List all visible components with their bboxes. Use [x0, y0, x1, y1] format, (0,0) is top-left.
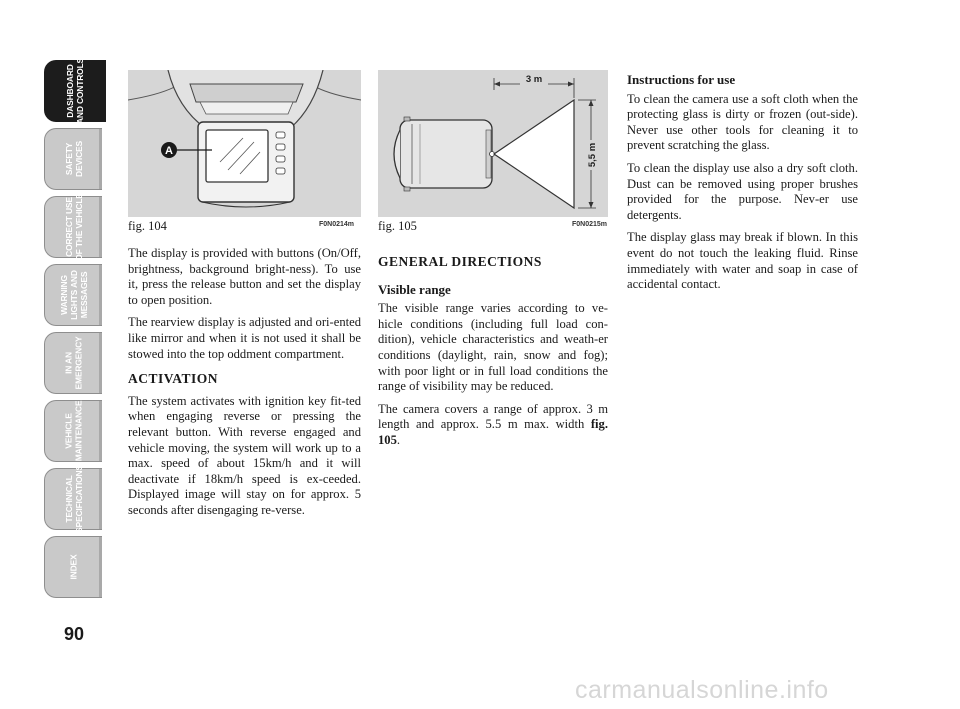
- tab-label-line: DEVICES: [73, 141, 84, 177]
- tab-label-line: MESSAGES: [78, 271, 89, 319]
- tab-in-an-emergency[interactable]: [44, 332, 102, 394]
- tab-correct-use[interactable]: [44, 193, 102, 261]
- visible-range-diagram: [378, 70, 608, 217]
- tab-label-line: LIGHTS AND: [68, 270, 79, 320]
- text-column-2: [378, 252, 608, 456]
- tab-warning-lights[interactable]: [44, 264, 102, 326]
- tab-label-line: SPECIFICATIONS: [73, 465, 84, 533]
- paragraph-display-buttons: The display is provided with buttons (On/Off, brightness, background bright-ness). To use it, press the release button and set the display to open position.: [128, 246, 361, 307]
- tab-label-line: IN AN: [63, 352, 74, 374]
- callout-label: A: [165, 145, 173, 157]
- tab-label-line: VEHICLE: [63, 413, 74, 449]
- tab-index[interactable]: [44, 536, 102, 598]
- van-icon: [394, 117, 495, 191]
- figure-105-code: F0N0215m: [572, 221, 608, 228]
- tab-label-line: TECHNICAL: [63, 475, 74, 523]
- paragraph-display-cleaning: To clean the display use also a dry soft cloth. Dust can be removed using proper brushes provided for the purpose. Nev-er use detergents.: [627, 160, 858, 222]
- length-dimension-label: 3 m: [525, 74, 543, 85]
- figure-105-visible-range: [378, 70, 608, 217]
- figure-104-code: F0N0214m: [319, 221, 355, 228]
- paragraph-display-glass: The display glass may break if blown. In this event do not touch the leaking fluid. Rinse immediately with water and soap in case of accidental contact.: [627, 230, 858, 292]
- paragraph-activation: The system activates with ignition key fit-ted when engaging reverse or pressing the relevant button. With reverse engaged and vehicle moving, the system will work up to a max. speed of about 15km/h and it will deactivate if 18km/h speed is ex-ceeded. Displayed image will stay on for approx. 5 seconds after disengaging re-verse.: [128, 393, 361, 517]
- tab-label-line: MAINTENANCE: [73, 400, 84, 462]
- subheading-visible-range: Visible range: [378, 281, 451, 297]
- tab-vehicle-maintenance[interactable]: [44, 400, 102, 462]
- tab-label-line: AND CONTROLS: [75, 57, 86, 125]
- watermark: carmanualsonline.info: [575, 676, 829, 704]
- tab-label-line: CORRECT USE: [63, 197, 74, 257]
- paragraph-rearview-adjustment: The rearview display is adjusted and ori-ented like mirror and when it is not used it shall be stowed into the top oddment compartment.: [128, 315, 361, 361]
- heading-general-directions: GENERAL DIRECTIONS: [378, 254, 542, 269]
- tab-label-line: OF THE VEHICLE: [73, 193, 84, 261]
- text-column-1: [128, 246, 361, 526]
- tab-technical-specifications[interactable]: [44, 465, 102, 533]
- figure-104-caption: fig. 104: [128, 219, 167, 233]
- figure-105-caption: fig. 105: [378, 219, 417, 233]
- text-column-3: [627, 72, 858, 300]
- paragraph-camera-coverage: The camera covers a range of approx. 3 m length and approx. 5.5 m max. width fig. 105.: [378, 401, 608, 447]
- paragraph-visible-range: The visible range varies according to ve-hicle conditions (including full load con-dition), vehicle characteristics and weath-er conditions (daylight, rain, snow and fog); with poor light or in full load conditions the range of visibility may be reduced.: [378, 301, 608, 394]
- tab-label-line: INDEX: [68, 554, 79, 580]
- width-dimension-label: 5,5 m: [587, 142, 598, 168]
- tab-label-line: DASHBOARD: [65, 64, 76, 118]
- tab-label-line: WARNING: [58, 275, 69, 315]
- paragraph-camera-cleaning: To clean the camera use a soft cloth when the protecting glass is dirty or frozen (out-side). Never use other tools for cleaning it to prevent scratching the glass.: [627, 91, 858, 153]
- page-number: 90: [63, 624, 85, 644]
- figure-reference[interactable]: fig. 105: [378, 417, 608, 447]
- tab-safety-devices[interactable]: [44, 128, 102, 190]
- tab-label-line: SAFETY: [63, 142, 74, 176]
- subheading-instructions-for-use: Instructions for use: [627, 72, 736, 87]
- figure-104-display: [128, 70, 361, 217]
- heading-activation: ACTIVATION: [128, 371, 219, 387]
- tab-label-line: EMERGENCY: [73, 336, 84, 390]
- tab-dashboard-and-controls[interactable]: [44, 57, 106, 125]
- rearview-display-illustration: [128, 70, 361, 217]
